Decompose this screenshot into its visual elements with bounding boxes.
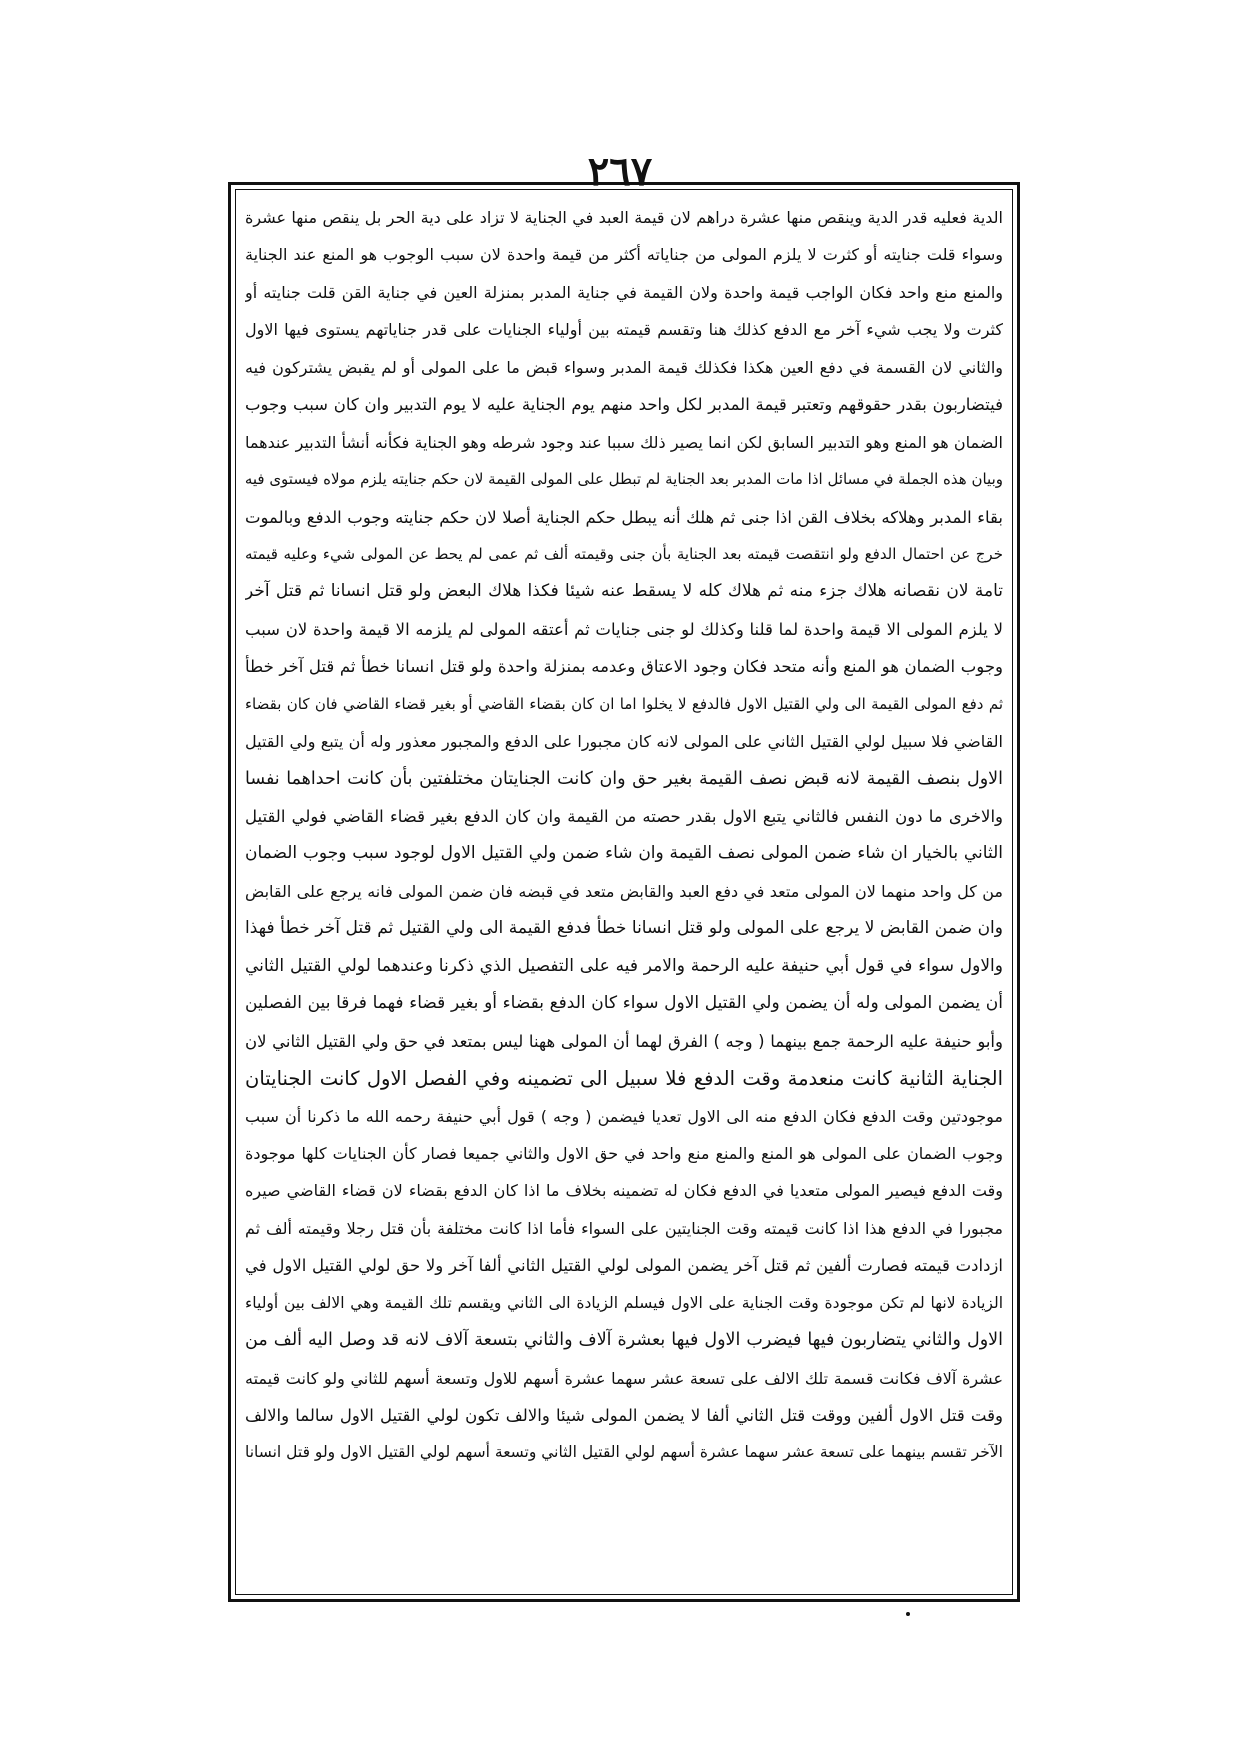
text-line: والاول سواء في قول أبي حنيفة عليه الرحمة والامر فيه على التفصيل الذي ذكرنا وعندهما لولي القتيل الثاني [245,955,1003,976]
text-line: القاضي فلا سبيل لولي القتيل الثاني على المولى لانه كان مجبورا على الدفع والمجبور معذور وله أن يتبع ولي القتيل [245,732,1003,752]
text-line: عشرة آلاف فكانت قسمة تلك الالف على تسعة عشر سهما عشرة أسهم للاول وتسعة أسهم للثاني ولو كانت قيمته [245,1368,1003,1388]
text-line: وان ضمن القابض لا يرجع على المولى ولو قتل انسانا خطأ فدفع القيمة الى ولي القتيل ثم قتل آخر خطأ فهذا [245,918,1003,939]
text-line: مجبورا في الدفع هذا اذا كانت قيمته وقت الجنايتين على السواء فأما اذا كانت مختلفة بأن قتل رجلا وقيمته ألف ثم [245,1218,1003,1238]
text-line: الاول بنصف القيمة لانه قبض نصف القيمة بغير حق وان كانت الجنايتان مختلفتين بأن كانت احداهما نفسا [245,768,1003,789]
text-line: أن يضمن المولى وله أن يضمن ولي القتيل الاول سواء كان الدفع بقضاء أو بغير قضاء فهما فرقا بين الفصلين [245,993,1003,1014]
text-line: تامة لان نقصانه هلاك جزء منه ثم هلاك كله لا يسقط عنه شيئا فكذا هلاك البعض ولو قتل انسانا ثم قتل آخر [245,581,1003,602]
text-line: موجودتين وقت الدفع فكان الدفع منه الى الاول تعديا فيضمن ( وجه ) قول أبي حنيفة رحمه الله ما ذكرنا أن سبب [245,1106,1003,1126]
text-line: خرج عن احتمال الدفع ولو انتقصت قيمته بعد الجناية بأن جنى وقيمته ألف ثم عمى لم يحط عن المولى شيء وعليه قيمته [245,544,1003,563]
text-line: وجوب الضمان على المولى هو المنع والمنع منع واحد في حق الاول والثاني جميعا فصار كأن الجنايات كلها موجودة [245,1143,1003,1163]
text-line: وقت الدفع فيصير المولى متعديا في الدفع فكان له تضمينه بخلاف ما اذا كان الدفع بقضاء لان قضاء القاضي صيره [245,1181,1003,1201]
text-line: فيتضاربون بقدر حقوقهم وتعتبر قيمة المدبر لكل واحد منهم يوم الجناية عليه لا يوم التدبير وان كان سبب وجوب [245,395,1003,415]
text-line: الثاني بالخيار ان شاء ضمن المولى نصف القيمة وان شاء ضمن ولي القتيل الاول لوجود سبب وجوب الضمان [245,843,1003,864]
text-line: الضمان هو المنع وهو التدبير السابق لكن انما يصير ذلك سببا عند وجود شرطه وهو الجناية فكأنه أنشأ التدبير عندهما [245,432,1003,452]
text-line: وسواء قلت جنايته أو كثرت لا يلزم المولى من جناياته أكثر من قيمة واحدة لان سبب الوجوب هو المنع عند الجناية [245,245,1003,265]
text-line: الآخر تقسم بينهما على تسعة عشر سهما عشرة أسهم لولي القتيل الثاني وتسعة أسهم لولي القتيل الاول ولو قتل انسانا [245,1443,1003,1462]
text-line: من كل واحد منهما لان المولى متعد في دفع العبد والقابض متعد في قبضه فان ضمن المولى فانه يرجع على القابض [245,881,1003,901]
text-frame [228,182,1020,1602]
text-line: وأبو حنيفة عليه الرحمة جمع بينهما ( وجه ) الفرق لهما أن المولى ههنا ليس بمتعد في حق ولي القتيل الثاني لان [245,1031,1003,1051]
text-line: الجناية الثانية كانت منعدمة وقت الدفع فلا سبيل الى تضمينه وفي الفصل الاول كانت الجنايتان [245,1067,1003,1091]
page-number: ٢٦٧ [587,148,653,195]
text-line: وبيان هذه الجملة في مسائل اذا مات المدبر بعد الجناية لم تبطل على المولى القيمة لان حكم جنايته يلزم مولاه فيستوى فيه [245,470,1003,489]
text-line: الاول والثاني يتضاربون فيها فيضرب الاول فيها بعشرة آلاف والثاني بتسعة آلاف لانه قد وصل اليه ألف من [245,1330,1003,1351]
text-line: بقاء المدبر وهلاكه بخلاف القن اذا جنى ثم هلك أنه يبطل حكم الجناية أصلا لان حكم جنايته وجوب الدفع وبالموت [245,507,1003,527]
text-line: والاخرى ما دون النفس فالثاني يتبع الاول بقدر حصته من القيمة وان كان الدفع بغير قضاء القاضي فولي القتيل [245,807,1003,826]
text-line: ثم دفع المولى القيمة الى ولي القتيل الاول فالدفع لا يخلوا اما ان كان بقضاء القاضي أو بغير قضاء القاضي فان كان بقضاء [245,694,1003,713]
text-line: والثاني لان القسمة في دفع العين هكذا فكذلك قيمة المدبر وسواء قبض ما على المولى أو لم يقبض يشتركون فيه [245,357,1003,377]
text-line: كثرت ولا يجب شيء آخر مع الدفع كذلك هنا وتقسم قيمته بين أولياء الجنايات على قدر جناياتهم يستوى فيها الاول [245,320,1003,340]
text-line: الدية فعليه قدر الدية وينقص منها عشرة دراهم لان قيمة العبد في الجناية لا تزاد على دية الحر بل ينقص منها عشرة [245,208,1003,227]
text-line: لا يلزم المولى الا قيمة واحدة لما قلنا وكذلك لو جنى جنايات ثم أعتقه المولى لم يلزمه الا قيمة واحدة لان سبب [245,619,1003,639]
text-line: الزيادة لانها لم تكن موجودة وقت الجناية على الاول فيسلم الزيادة الى الثاني ويقسم تلك القيمة وهي الالف بين أولياء [245,1293,1003,1312]
ink-dot [906,1612,910,1616]
text-line: وقت قتل الاول ألفين ووقت قتل الثاني ألفا لا يضمن المولى شيئا والالف تكون لولي القتيل الاول سالما والالف [245,1406,1003,1425]
text-line: ازدادت قيمته فصارت ألفين ثم قتل آخر يضمن المولى لولي القتيل الثاني ألفا آخر ولا حق لولي القتيل الاول في [245,1256,1003,1276]
body-text [245,199,1003,1589]
text-line: وجوب الضمان هو المنع وأنه متحد فكان وجود الاعتاق وعدمه بمنزلة واحدة ولو قتل انسانا خطأ ثم قتل آخر خطأ [245,657,1003,677]
text-line: والمنع منع واحد فكان الواجب قيمة واحدة ولان القيمة في جناية المدبر بمنزلة العين في جناية القن قلت جنايته أو [245,282,1003,302]
